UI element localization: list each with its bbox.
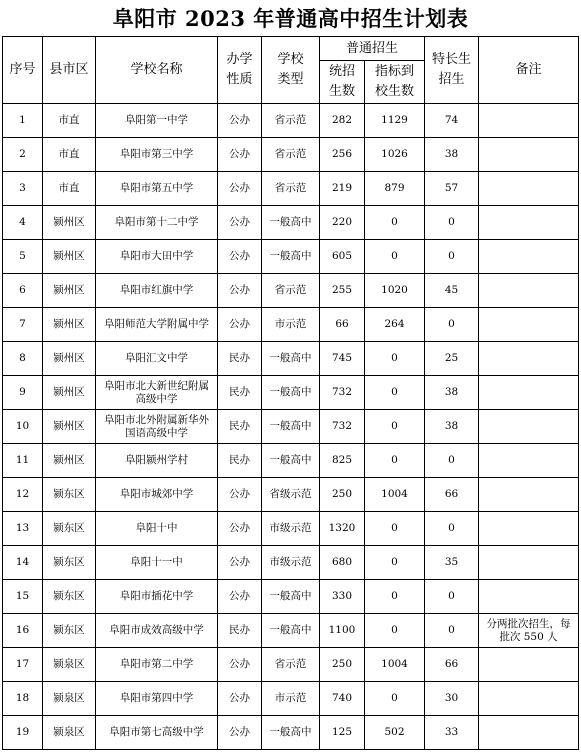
cell-county: 市直 <box>43 104 96 138</box>
cell-school-name: 阜阳市第七高级中学 <box>96 716 218 750</box>
table-row <box>3 274 579 308</box>
cell-county: 颍州区 <box>43 240 96 274</box>
cell-special-count: 66 <box>425 478 479 512</box>
cell-note <box>479 410 579 444</box>
cell-school-type: 一般高中 <box>262 444 320 478</box>
cell-school-type: 市级示范 <box>262 512 320 546</box>
cell-unified-count: 680 <box>320 546 365 580</box>
cell-school-name: 阜阳十中 <box>96 512 218 546</box>
table-row <box>3 546 579 580</box>
cell-unified-count: 1100 <box>320 614 365 648</box>
cell-nature: 民办 <box>218 444 262 478</box>
cell-county: 颍泉区 <box>43 716 96 750</box>
cell-quota-count: 1026 <box>365 138 425 172</box>
cell-special-count: 0 <box>425 614 479 648</box>
cell-nature: 公办 <box>218 716 262 750</box>
cell-unified-count: 282 <box>320 104 365 138</box>
cell-seq: 18 <box>3 682 43 716</box>
table-row <box>3 682 579 716</box>
header-county: 县市区 <box>43 37 96 104</box>
cell-school-name: 阜阳市城郊中学 <box>96 478 218 512</box>
enrollment-plan-table <box>2 36 579 750</box>
cell-seq: 6 <box>3 274 43 308</box>
cell-seq: 17 <box>3 648 43 682</box>
cell-school-name: 阜阳市成效高级中学 <box>96 614 218 648</box>
table-row <box>3 376 579 410</box>
cell-seq: 12 <box>3 478 43 512</box>
cell-school-type: 一般高中 <box>262 614 320 648</box>
cell-note <box>479 580 579 614</box>
cell-nature: 民办 <box>218 376 262 410</box>
cell-school-type: 一般高中 <box>262 716 320 750</box>
cell-nature: 公办 <box>218 104 262 138</box>
table-row <box>3 614 579 648</box>
cell-nature: 公办 <box>218 546 262 580</box>
cell-county: 颍东区 <box>43 512 96 546</box>
cell-seq: 5 <box>3 240 43 274</box>
table-row <box>3 512 579 546</box>
table-row <box>3 342 579 376</box>
cell-nature: 公办 <box>218 512 262 546</box>
cell-school-type: 一般高中 <box>262 376 320 410</box>
cell-note <box>479 546 579 580</box>
cell-note <box>479 478 579 512</box>
cell-seq: 16 <box>3 614 43 648</box>
cell-school-type: 省级示范 <box>262 478 320 512</box>
cell-nature: 民办 <box>218 410 262 444</box>
cell-county: 颍泉区 <box>43 648 96 682</box>
cell-school-type: 省示范 <box>262 104 320 138</box>
cell-nature: 公办 <box>218 138 262 172</box>
cell-special-count: 0 <box>425 240 479 274</box>
cell-seq: 3 <box>3 172 43 206</box>
cell-unified-count: 740 <box>320 682 365 716</box>
cell-school-type: 一般高中 <box>262 410 320 444</box>
cell-county: 颍州区 <box>43 376 96 410</box>
cell-school-name: 阜阳市大田中学 <box>96 240 218 274</box>
cell-school-name: 阜阳第一中学 <box>96 104 218 138</box>
cell-county: 颍东区 <box>43 614 96 648</box>
cell-quota-count: 1020 <box>365 274 425 308</box>
cell-note <box>479 648 579 682</box>
cell-special-count: 0 <box>425 512 479 546</box>
cell-quota-count: 0 <box>365 240 425 274</box>
cell-quota-count: 0 <box>365 342 425 376</box>
header-note: 备注 <box>479 37 579 104</box>
cell-note <box>479 376 579 410</box>
cell-school-name: 阜阳十一中 <box>96 546 218 580</box>
cell-special-count: 0 <box>425 580 479 614</box>
cell-nature: 公办 <box>218 580 262 614</box>
cell-seq: 2 <box>3 138 43 172</box>
cell-nature: 公办 <box>218 648 262 682</box>
cell-school-type: 省示范 <box>262 138 320 172</box>
cell-school-name: 阜阳市第十二中学 <box>96 206 218 240</box>
cell-seq: 11 <box>3 444 43 478</box>
cell-quota-count: 879 <box>365 172 425 206</box>
table-row <box>3 138 579 172</box>
table-body <box>3 104 579 750</box>
cell-school-type: 一般高中 <box>262 580 320 614</box>
cell-unified-count: 745 <box>320 342 365 376</box>
cell-note <box>479 172 579 206</box>
cell-unified-count: 1320 <box>320 512 365 546</box>
cell-seq: 8 <box>3 342 43 376</box>
cell-unified-count: 250 <box>320 648 365 682</box>
cell-school-type: 省示范 <box>262 274 320 308</box>
cell-school-type: 省示范 <box>262 648 320 682</box>
cell-school-name: 阜阳市北外附属新华外国语高级中学 <box>96 410 218 444</box>
table-row <box>3 478 579 512</box>
cell-nature: 公办 <box>218 478 262 512</box>
cell-quota-count: 502 <box>365 716 425 750</box>
cell-seq: 4 <box>3 206 43 240</box>
cell-seq: 1 <box>3 104 43 138</box>
header-quota: 指标到校生数 <box>365 61 425 104</box>
cell-seq: 7 <box>3 308 43 342</box>
table-row <box>3 308 579 342</box>
cell-special-count: 38 <box>425 410 479 444</box>
cell-quota-count: 0 <box>365 410 425 444</box>
cell-seq: 19 <box>3 716 43 750</box>
cell-nature: 民办 <box>218 614 262 648</box>
cell-special-count: 30 <box>425 682 479 716</box>
cell-special-count: 35 <box>425 546 479 580</box>
cell-school-name: 阜阳颍州学村 <box>96 444 218 478</box>
cell-county: 颍东区 <box>43 478 96 512</box>
cell-special-count: 38 <box>425 138 479 172</box>
cell-school-type: 一般高中 <box>262 206 320 240</box>
header-special: 特长生招生 <box>425 37 479 104</box>
cell-quota-count: 1004 <box>365 648 425 682</box>
cell-unified-count: 219 <box>320 172 365 206</box>
cell-quota-count: 0 <box>365 444 425 478</box>
cell-county: 颍东区 <box>43 546 96 580</box>
cell-special-count: 38 <box>425 376 479 410</box>
page-title: 阜阳市 2023 年普通高中招生计划表 <box>112 6 469 31</box>
cell-school-type: 一般高中 <box>262 342 320 376</box>
cell-county: 颍州区 <box>43 308 96 342</box>
cell-note: 分两批次招生，每批次 550 人 <box>479 614 579 648</box>
cell-unified-count: 256 <box>320 138 365 172</box>
header-type: 学校类型 <box>262 37 320 104</box>
cell-school-name: 阜阳市第三中学 <box>96 138 218 172</box>
cell-seq: 10 <box>3 410 43 444</box>
cell-special-count: 0 <box>425 444 479 478</box>
cell-note <box>479 240 579 274</box>
cell-special-count: 74 <box>425 104 479 138</box>
cell-school-type: 市级示范 <box>262 546 320 580</box>
cell-school-name: 阜阳市第四中学 <box>96 682 218 716</box>
cell-quota-count: 0 <box>365 682 425 716</box>
cell-county: 颍东区 <box>43 580 96 614</box>
cell-school-type: 一般高中 <box>262 240 320 274</box>
cell-quota-count: 1129 <box>365 104 425 138</box>
table-row <box>3 580 579 614</box>
table-row <box>3 444 579 478</box>
cell-unified-count: 220 <box>320 206 365 240</box>
cell-note <box>479 342 579 376</box>
header-general-group: 普通招生 <box>320 37 425 61</box>
cell-seq: 13 <box>3 512 43 546</box>
cell-seq: 14 <box>3 546 43 580</box>
cell-unified-count: 732 <box>320 376 365 410</box>
cell-note <box>479 308 579 342</box>
cell-quota-count: 0 <box>365 614 425 648</box>
cell-county: 颍州区 <box>43 274 96 308</box>
cell-quota-count: 264 <box>365 308 425 342</box>
cell-unified-count: 330 <box>320 580 365 614</box>
header-nature: 办学性质 <box>218 37 262 104</box>
cell-nature: 公办 <box>218 240 262 274</box>
table-row <box>3 410 579 444</box>
table-header <box>3 37 579 104</box>
cell-note <box>479 512 579 546</box>
cell-nature: 民办 <box>218 342 262 376</box>
cell-seq: 9 <box>3 376 43 410</box>
cell-special-count: 25 <box>425 342 479 376</box>
cell-school-type: 市示范 <box>262 308 320 342</box>
cell-quota-count: 0 <box>365 546 425 580</box>
cell-quota-count: 1004 <box>365 478 425 512</box>
cell-school-name: 阜阳汇文中学 <box>96 342 218 376</box>
cell-school-name: 阜阳市插花中学 <box>96 580 218 614</box>
cell-note <box>479 138 579 172</box>
header-school: 学校名称 <box>96 37 218 104</box>
cell-county: 市直 <box>43 138 96 172</box>
cell-county: 市直 <box>43 172 96 206</box>
table-row <box>3 206 579 240</box>
cell-school-name: 阜阳市第二中学 <box>96 648 218 682</box>
cell-unified-count: 825 <box>320 444 365 478</box>
cell-seq: 15 <box>3 580 43 614</box>
cell-school-name: 阜阳市北大新世纪附属高级中学 <box>96 376 218 410</box>
cell-quota-count: 0 <box>365 580 425 614</box>
cell-special-count: 57 <box>425 172 479 206</box>
table-row <box>3 716 579 750</box>
cell-special-count: 0 <box>425 206 479 240</box>
table-row <box>3 648 579 682</box>
cell-note <box>479 104 579 138</box>
cell-unified-count: 605 <box>320 240 365 274</box>
cell-nature: 公办 <box>218 682 262 716</box>
cell-county: 颍泉区 <box>43 682 96 716</box>
cell-note <box>479 682 579 716</box>
cell-quota-count: 0 <box>365 206 425 240</box>
cell-quota-count: 0 <box>365 376 425 410</box>
cell-note <box>479 716 579 750</box>
cell-nature: 公办 <box>218 308 262 342</box>
cell-school-type: 市示范 <box>262 682 320 716</box>
cell-nature: 公办 <box>218 172 262 206</box>
cell-unified-count: 66 <box>320 308 365 342</box>
header-seq: 序号 <box>3 37 43 104</box>
cell-unified-count: 250 <box>320 478 365 512</box>
cell-county: 颍州区 <box>43 206 96 240</box>
cell-special-count: 33 <box>425 716 479 750</box>
cell-school-type: 省示范 <box>262 172 320 206</box>
cell-county: 颍州区 <box>43 410 96 444</box>
cell-special-count: 66 <box>425 648 479 682</box>
cell-nature: 公办 <box>218 206 262 240</box>
cell-county: 颍州区 <box>43 342 96 376</box>
header-unified: 统招生数 <box>320 61 365 104</box>
table-row <box>3 240 579 274</box>
cell-quota-count: 0 <box>365 512 425 546</box>
table-row <box>3 104 579 138</box>
cell-unified-count: 732 <box>320 410 365 444</box>
cell-school-name: 阜阳师范大学附属中学 <box>96 308 218 342</box>
cell-nature: 公办 <box>218 274 262 308</box>
cell-note <box>479 444 579 478</box>
cell-unified-count: 255 <box>320 274 365 308</box>
cell-special-count: 0 <box>425 308 479 342</box>
cell-note <box>479 274 579 308</box>
cell-unified-count: 125 <box>320 716 365 750</box>
cell-county: 颍州区 <box>43 444 96 478</box>
cell-school-name: 阜阳市第五中学 <box>96 172 218 206</box>
table-row <box>3 172 579 206</box>
cell-special-count: 45 <box>425 274 479 308</box>
cell-school-name: 阜阳市红旗中学 <box>96 274 218 308</box>
cell-note <box>479 206 579 240</box>
